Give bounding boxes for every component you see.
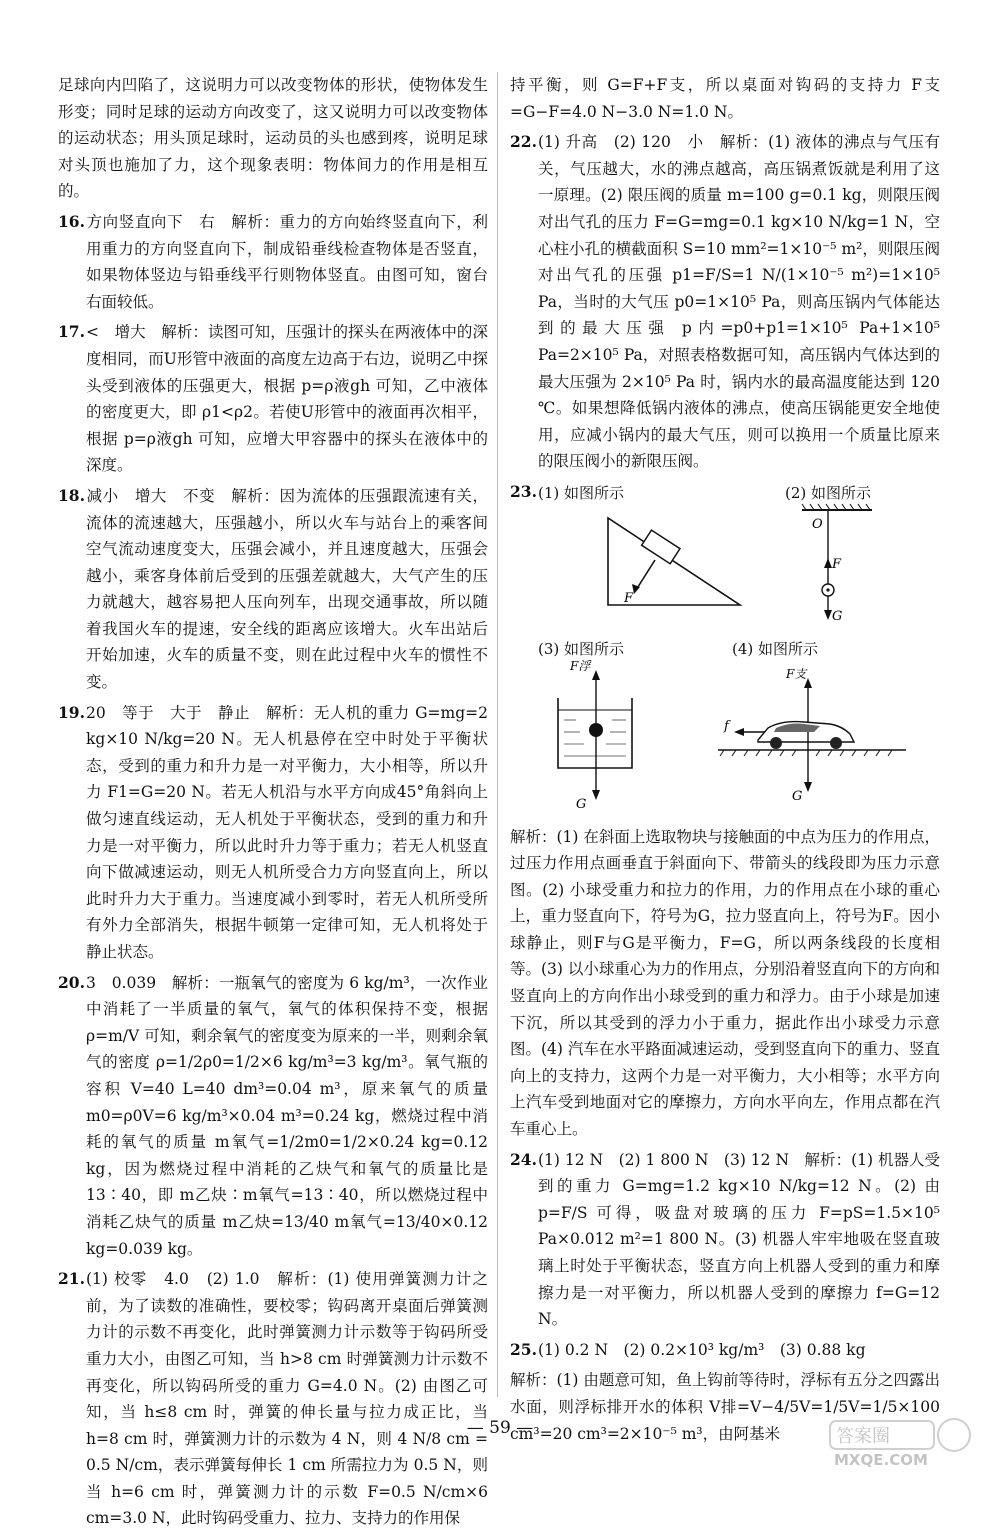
tension-label: F (832, 556, 842, 572)
figure-row-2 (510, 636, 940, 818)
figure-row-1 (510, 480, 940, 630)
gravity-label-3: G (576, 796, 587, 812)
continuation-paragraph: 足球向内凹陷了，这说明力可以改变物体的形状，使物体发生形变；同时足球的运动方向改变了，这又说明力可以改变物体的运动状态；用头顶足球时，运动员的头也感到疼，说明足球对头顶也施加了力，这个现象表明：物体间力的作用是相互的。 (58, 76, 488, 201)
answer-20: 20.3 0.039 解析：一瓶氧气的密度为 6 kg/m³，一次作业中消耗了一半质量的氧气，氧气的体积保持不变，根据 ρ=m/V 可知，剩余氧气的密度变为原来的一半，则剩余氧气的密度 ρ=1/2ρ0=1/2×6 kg/m³=3 kg/m³。氧气瓶的容积 V=40 L=40 dm³=0.04 m³，原来氧气的质量 m0=ρ0V=6 kg/m³×0.04 m³=0.24 kg，燃烧过程中消耗的氧气的质量 m氧气=1/2m0=1/2×0.24 kg=0.12 kg，因为燃烧过程中消耗的乙炔气和氧气的质量比是 13∶40，即 m乙炔∶m氧气=13∶40，所以燃烧过程中消耗乙炔气的质量 m乙炔=13/40 m氧气=13/40×0.12 kg=0.039 kg。 (58, 972, 488, 1258)
answer-24: 24.(1) 12 N (2) 1 800 N (3) 12 N 解析：(1) 机器人受到的重力 G=mg=1.2 kg×10 N/kg=12 N。(2) 由 p=F/S 可得，吸盘对玻璃的压力 F=pS=1.5×10⁵ Pa×0.012 m²=1 800 N。(3) 机器人牢牢地吸在竖直玻璃上时处于平衡状态，竖直方向上机器人受到的重力和摩擦力是一对平衡力，所以机器人受到的摩擦力 f=G=12 N。 (510, 1149, 940, 1329)
answer-19: 19.20 等于 大于 静止 解析：无人机的重力 G=mg=2 kg×10 N/kg=20 N。无人机悬停在空中时处于平衡状态，受到的重力和升力是一对平衡力，大小相等，所以升力 F1=G=20 N。若无人机沿与水平方向成45°角斜向上做匀速直线运动，无人机处于平衡状态，受到的重力和升力是一对平衡力，所以此时升力等于重力；若无人机竖直向下做减速运动，则无人机所受合力方向竖直向上，所以此时升力大于重力。当速度减小到零时，若无人机所受所有外力全部消失，根据牛顿第一定律可知，无人机将处于静止状态。 (58, 702, 488, 961)
figure-label-4: (4) 如图所示 (732, 639, 819, 658)
car-figure (710, 658, 915, 808)
svg-text:MXQE.COM: MXQE.COM (834, 1451, 928, 1469)
answer-18: 18.减小 增大 不变 解析：因为流体的压强跟流速有关，流体的流速越大，压强越小，所以火车与站台上的乘客间空气流动速度变大，压强会减小，并且速度越大，压强会越小，乘客身体前后受到的压强差就越大，大气产生的压力就越大，越容易把人压向列车，出现交通事故，所以随着我国火车的提速，安全线的距离应该增大。火车出站后开始加速，火车的质量不变，则在此过程中火车的惯性不变。 (58, 485, 488, 692)
answer-16: 16.方向竖直向下 右 解析：重力的方向始终竖直向下，利用重力的方向竖直向下，制成铅垂线检查物体是否竖直，如果物体竖边与铅垂线平行则物体竖直。由图可知，窗台右面较低。 (58, 211, 488, 311)
incline-force-label: F (624, 590, 634, 606)
friction-label: f (724, 718, 729, 734)
figure-label-1: (1) 如图所示 (538, 483, 625, 502)
continuation-paragraph-right: 持平衡，则 G=F+F支，所以桌面对钩码的支持力 F支=G−F=4.0 N−3.0 N=1.0 N。 (510, 76, 940, 121)
pendulum-figure (792, 502, 882, 627)
buoyancy-label: F浮 (570, 658, 591, 673)
svg-text:答案圈: 答案圈 (836, 1426, 890, 1447)
support-force-label: F支 (786, 666, 807, 681)
watermark-logo (822, 1415, 982, 1469)
answer-22: 22.(1) 升高 (2) 120 小 解析：(1) 液体的沸点与气压有关，气压越大，水的沸点越高，高压锅煮饭就是利用了这一原理。(2) 限压阀的质量 m=100 g=0.1 kg，则限压阀对出气孔的压力 F=G=mg=0.1 kg×10 N/kg=1 N，空心柱小孔的横截面积 S=10 mm²=1×10⁻⁵ m²，则限压阀对出气孔的压强 p1=F/S=1 N/(1×10⁻⁵ m²)=1×10⁵ Pa，当时的大气压 p0=1×10⁵ Pa，则高压锅内气体能达到的最大压强 p内=p0+p1=1×10⁵ Pa+1×10⁵ Pa=2×10⁵ Pa，对照表格数据可知，高压锅内气体达到的最大压强为 2×10⁵ Pa 时，锅内水的最高温度能达到 120 ℃。如果想降低锅内液体的沸点，使高压锅能更安全地使用，应减小锅内的最大气压，则可以换用一个质量比原来的限压阀小的新限压阀。 (510, 132, 940, 471)
answer-25-explanation: 解析：(1) 由题意可知，鱼上钩前等待时，浮标有五分之四露出水面，则浮标排开水的体积 V排=V−4/5V=1/5V=1/5×100 cm³=20 cm³=2×10⁻⁵ m³，由阿基米 (510, 1371, 940, 1443)
pivot-label: O (812, 516, 823, 532)
figure-label-2: (2) 如图所示 (785, 483, 872, 502)
right-column (510, 72, 940, 1451)
figure-label-3: (3) 如图所示 (538, 639, 625, 658)
answer-25: 25.(1) 0.2 N (2) 0.2×10³ kg/m³ (3) 0.88 kg (510, 1339, 866, 1359)
column-divider (497, 72, 498, 1397)
answer-21: 21.(1) 校零 4.0 (2) 1.0 解析：(1) 使用弹簧测力计之前，为了读数的准确性，要校零；钩码离开桌面后弹簧测力计的示数不再变化，此时弹簧测力计示数等于钩码所受重力大小，由图乙可知，当 h>8 cm 时弹簧测力计示数不再变化，所以钩码所受的重力 G=4.0 N。(2) 由图乙可知，当 h≤8 cm 时，弹簧的伸长量与拉力成正比，当 h=8 cm 时，弹簧测力计的示数为 4 N，则 4 N/8 cm = 0.5 N/cm，表示弹簧每伸长 1 cm 所需拉力为 0.5 N，则当 h=6 cm 时，弹簧测力计的示数 F=0.5 N/cm×6 cm=3.0 N，此时钩码受重力、拉力、支持力的作用保 (58, 1269, 488, 1528)
left-column (58, 72, 488, 1536)
gravity-label-2: G (832, 608, 843, 624)
incline-figure (600, 510, 750, 610)
answer-23-explanation: 解析：(1) 在斜面上选取物块与接触面的中点为压力的作用点，过压力作用点画垂直于斜面向下、带箭头的线段即为压力示意图。(2) 小球受重力和拉力的作用，力的作用点在小球的重心上，重力竖直向下，符号为G，拉力竖直向上，符号为F。因小球静止，则F与G是平衡力，F=G，所以两条线段的长度相等。(3) 以小球重心为力的作用点，分别沿着竖直向下的方向和竖直向上的方向作出小球受到的重力和浮力。由于小球是加速下沉，所以其受到的浮力小于重力，据此作出小球受力示意图。(4) 汽车在水平路面减速运动，受到竖直向下的重力、竖直向上的支持力，这两个力是一对平衡力，大小相等；水平方向上汽车受到地面对它的摩擦力，方向水平向左，作用点都在汽车重心上。 (510, 827, 940, 1139)
page-number: — 59 — (466, 1418, 534, 1438)
gravity-label-4: G (792, 788, 803, 804)
beaker-figure (540, 658, 650, 816)
answer-17: 17.< 增大 解析：读图可知，压强计的探头在两液体中的深度相同，而U形管中液面的高度左边高于右边，说明乙中探头受到液体的压强更大，根据 p=ρ液gh 可知，乙中液体的密度更大，即 ρ1<ρ2。若使U形管中的液面再次相平，根据 p=ρ液gh 可知，应增大甲容器中的探头在液体中的深度。 (58, 322, 488, 475)
answer-23: 23. (510, 481, 537, 501)
